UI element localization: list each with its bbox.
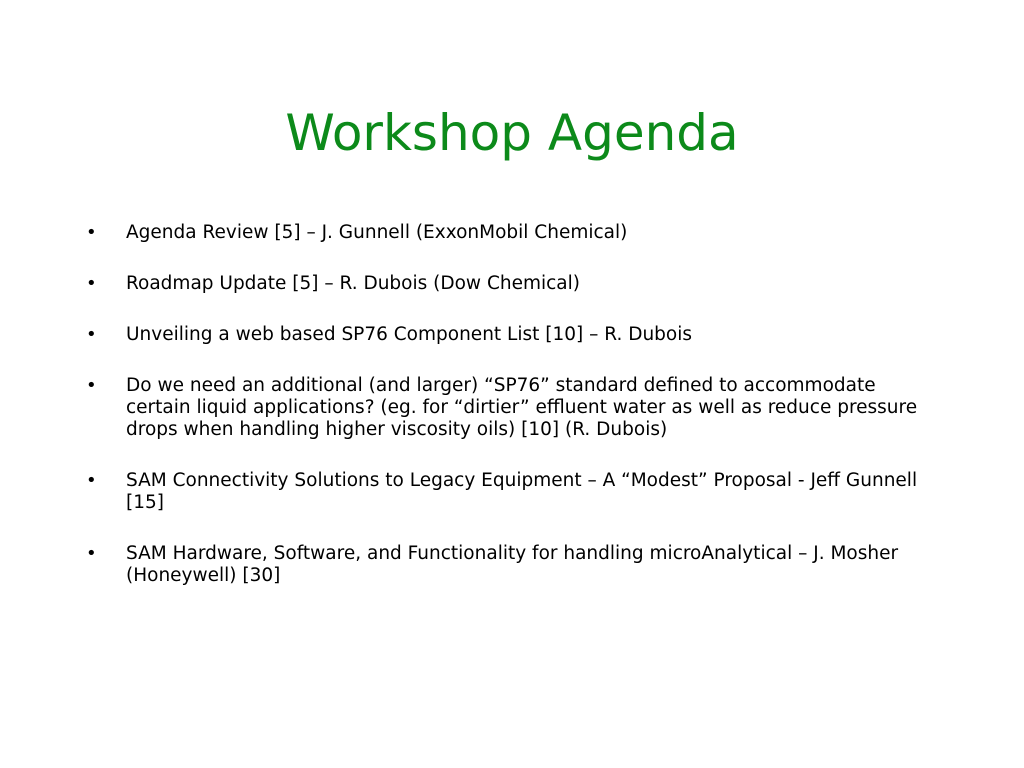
slide-title: Workshop Agenda xyxy=(285,104,739,162)
agenda-item-text: Roadmap Update [5] – R. Dubois (Dow Chemical) xyxy=(126,273,580,294)
bullet-icon: • xyxy=(86,273,97,294)
bullet-icon: • xyxy=(86,375,97,396)
agenda-item xyxy=(86,324,946,346)
agenda-list xyxy=(86,222,946,616)
agenda-item xyxy=(86,222,946,244)
agenda-item xyxy=(86,470,946,514)
agenda-item-text: Do we need an additional (and larger) “SP76” standard defined to accommodate certain liquid applications? (eg. for “dirtier” effluent water as well as reduce pressure drops when handling higher viscosity oils) [10] (R. Dubois) xyxy=(126,375,918,440)
agenda-item-text: Unveiling a web based SP76 Component List [10] – R. Dubois xyxy=(126,324,693,345)
agenda-item xyxy=(86,375,946,441)
agenda-item-text: SAM Hardware, Software, and Functionality for handling microAnalytical – J. Mosher (Honeywell) [30] xyxy=(126,543,899,586)
bullet-icon: • xyxy=(86,324,97,345)
agenda-item-text: SAM Connectivity Solutions to Legacy Equipment – A “Modest” Proposal - Jeff Gunnell [15] xyxy=(126,470,918,513)
bullet-icon: • xyxy=(86,543,97,564)
bullet-icon: • xyxy=(86,222,97,243)
agenda-item-text: Agenda Review [5] – J. Gunnell (ExxonMobil Chemical) xyxy=(126,222,628,243)
agenda-item xyxy=(86,273,946,295)
bullet-icon: • xyxy=(86,470,97,491)
agenda-item xyxy=(86,543,946,587)
